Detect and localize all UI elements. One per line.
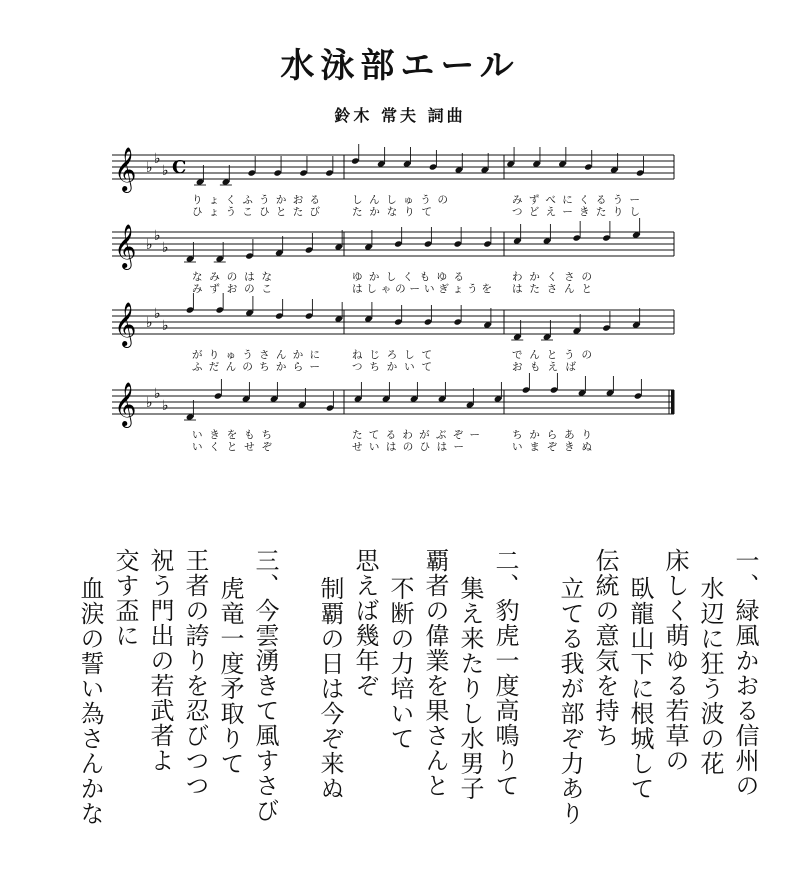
- lyric-system-1-line-2-measure-2: たかなりて: [352, 206, 432, 218]
- verse-1-line-2: 水辺に狂う波の花: [696, 576, 724, 776]
- lyric-system-1-line-2-measure-1: ひょうこひとたび: [192, 206, 320, 218]
- lyric-system-3-line-2-measure-2: つちかいて: [352, 361, 432, 373]
- lyric-system-2-line-2-measure-2: はしゃのーいぎょうを: [352, 283, 492, 295]
- verse-1-line-1: 一、緑風かおる信州の: [731, 548, 759, 798]
- flat-icon: ♭: [146, 315, 153, 331]
- lyric-system-4-line-1-measure-1: いきをもち: [192, 429, 272, 441]
- lyric-system-4-line-2-measure-3: いまぞきぬ: [512, 441, 592, 453]
- treble-clef-icon: 𝄞: [114, 147, 137, 191]
- verse-2-line-6: 制覇の日は今ぞ来ぬ: [316, 576, 344, 801]
- lyric-system-4-line-2-measure-1: いくとせぞ: [192, 441, 272, 453]
- lyric-system-3-line-1-measure-3: でんとうの: [512, 349, 592, 361]
- verse-1-label: 一、: [731, 548, 759, 598]
- author-credit: 鈴木 常夫 詞曲: [334, 106, 466, 125]
- verse-2-line-3: 覇者の偉業を果さんと: [421, 548, 449, 798]
- verse-2-line-2: 集え来たりし水男子: [456, 576, 484, 801]
- lyric-system-1-line-1-measure-3: みずべにくるうー: [512, 194, 640, 206]
- lyric-system-4-line-1-measure-3: ちからあり: [512, 429, 592, 441]
- lyric-system-2-line-1-measure-1: なみのはな: [192, 271, 272, 283]
- flat-icon: ♭: [162, 318, 169, 334]
- treble-clef-icon: 𝄞: [114, 302, 137, 346]
- verses-section: [40, 548, 760, 878]
- lyric-system-1-line-1-measure-1: りょくふうかおる: [192, 194, 320, 206]
- verse-1-line-3: 床しく萌ゆる若草の: [661, 548, 689, 773]
- flat-icon: ♭: [154, 228, 161, 244]
- lyric-system-4-line-1-measure-2: たてるわがぶぞー: [352, 429, 480, 441]
- lyric-system-3-line-2-measure-3: おもえば: [512, 361, 576, 373]
- flat-icon: ♭: [154, 151, 161, 167]
- flat-icon: ♭: [162, 163, 169, 179]
- flat-icon: ♭: [154, 306, 161, 322]
- song-title: 水泳部エール: [280, 46, 520, 86]
- verse-1-line-6: 立てる我が部ぞ力あり: [556, 576, 584, 826]
- treble-clef-icon: 𝄞: [114, 382, 137, 426]
- lyric-system-2-line-2-measure-1: みずおのこ: [192, 283, 272, 295]
- common-time-icon: C: [172, 157, 187, 178]
- music-system-2: [112, 218, 674, 295]
- flat-icon: ♭: [154, 386, 161, 402]
- lyric-system-3-line-1-measure-2: ねじろして: [352, 349, 432, 361]
- lyric-system-2-line-1-measure-3: わかくさの: [512, 271, 592, 283]
- lyric-system-1-line-1-measure-2: しんしゅうの: [352, 194, 448, 206]
- flat-icon: ♭: [162, 398, 169, 414]
- verse-3-line-6: 血涙の誓い為さんかな: [76, 576, 104, 826]
- verse-3-label: 三、: [251, 548, 279, 598]
- flat-icon: ♭: [162, 240, 169, 256]
- verse-3-line-1: 三、今雲湧きて風すさび: [251, 548, 279, 823]
- lyric-system-3-line-1-measure-1: がりゅうさんかに: [192, 349, 320, 361]
- verse-3-line-4: 祝う門出の若武者よ: [146, 548, 174, 773]
- verse-2-line-4: 不断の力培いて: [386, 576, 414, 751]
- verse-2-label: 二、: [491, 548, 519, 598]
- music-system-4: [112, 373, 674, 453]
- music-system-1: [112, 144, 674, 218]
- lyric-system-2-line-2-measure-3: はたさんと: [512, 283, 592, 295]
- flat-icon: ♭: [146, 160, 153, 176]
- lyric-system-4-line-2-measure-2: せいはのひはー: [352, 441, 464, 453]
- verse-1-line-4: 臥龍山下に根城して: [626, 576, 654, 801]
- verse-1-line-5: 伝統の意気を持ち: [591, 548, 619, 748]
- flat-icon: ♭: [146, 395, 153, 411]
- verse-2-line-5: 思えば幾年ぞ: [351, 548, 379, 698]
- sheet-music: [112, 140, 692, 480]
- verse-3-line-2: 虎竜一度矛取りて: [216, 576, 244, 776]
- lyric-system-1-line-2-measure-3: つどえーきたりし: [512, 206, 640, 218]
- lyric-system-3-line-2-measure-1: ふだんのちからー: [192, 361, 320, 373]
- verse-3-line-5: 交す盃に: [111, 548, 139, 648]
- treble-clef-icon: 𝄞: [114, 224, 137, 268]
- lyric-system-2-line-1-measure-2: ゆかしくもゆる: [352, 271, 464, 283]
- verse-2-line-1: 二、豹虎一度高鳴りて: [491, 548, 519, 798]
- verse-3-line-3: 王者の誇りを忍びつつ: [181, 548, 209, 798]
- flat-icon: ♭: [146, 237, 153, 253]
- music-system-3: [112, 293, 674, 373]
